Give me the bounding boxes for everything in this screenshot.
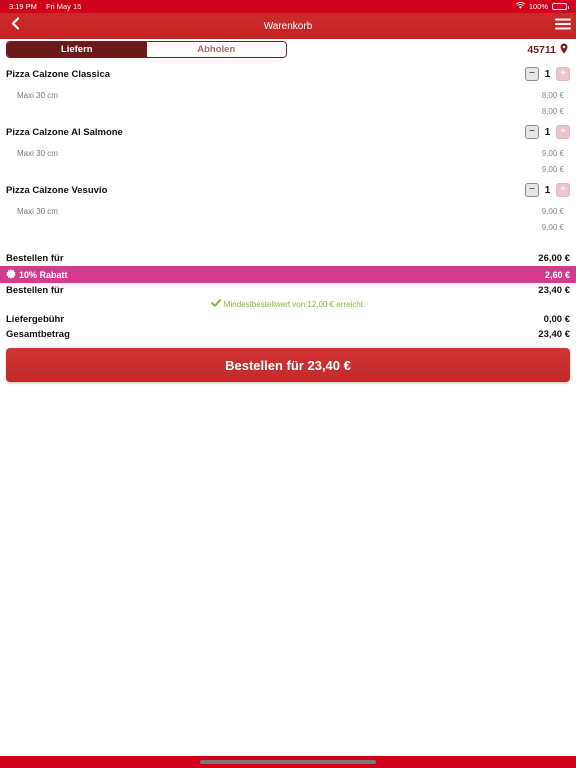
zip-code: 45711 — [527, 44, 556, 56]
discounted-subtotal-label: Bestellen für — [6, 285, 64, 296]
status-bar — [0, 0, 576, 13]
back-button[interactable] — [6, 17, 24, 35]
chevron-left-icon — [11, 17, 20, 35]
wifi-icon — [516, 2, 525, 11]
item-quantity: 1 — [544, 126, 551, 138]
increase-quantity-button[interactable] — [556, 125, 570, 139]
item-total-price: 9,00 € — [541, 165, 564, 174]
hamburger-icon — [555, 17, 571, 35]
status-date: Fri May 15 — [45, 2, 82, 11]
discounted-subtotal-row — [6, 285, 570, 296]
total-row — [6, 329, 570, 340]
discount-badge-icon — [6, 269, 16, 281]
discount-label: 10% Rabatt — [19, 269, 68, 280]
battery-percent: 100% — [528, 2, 548, 11]
delivery-fee-label: Liefergebühr — [6, 314, 65, 325]
item-size: Maxi 30 cm — [17, 91, 58, 100]
quantity-stepper — [525, 67, 570, 81]
delivery-toggle — [6, 41, 287, 58]
item-unit-price: 8,00 € — [541, 91, 564, 100]
plus-icon: + — [560, 184, 566, 195]
discount-value: 2,60 € — [544, 269, 570, 280]
item-name: Pizza Calzone Al Salmone — [6, 127, 123, 138]
subtotal-value: 26,00 € — [538, 253, 570, 264]
plus-icon: + — [560, 68, 566, 79]
home-indicator[interactable] — [200, 760, 376, 764]
zip-code-selector[interactable] — [527, 42, 568, 58]
location-pin-icon — [560, 43, 568, 57]
item-name: Pizza Calzone Vesuvio — [6, 185, 108, 196]
min-order-text: Mindestbestellwert von 12,00 € erreicht. — [223, 299, 366, 309]
delivery-fee-row — [6, 314, 570, 325]
subtotal-label: Bestellen für — [6, 253, 64, 264]
total-label: Gesamtbetrag — [6, 329, 70, 340]
subtotal-row — [6, 253, 570, 264]
minus-icon: − — [529, 68, 535, 79]
plus-icon: + — [560, 126, 566, 137]
increase-quantity-button[interactable] — [556, 67, 570, 81]
status-time: 3:19 PM — [9, 2, 37, 11]
minus-icon: − — [529, 184, 535, 195]
item-unit-price: 9,00 € — [541, 207, 564, 216]
item-quantity: 1 — [544, 184, 551, 196]
min-order-note — [0, 299, 576, 309]
page-title: Warenkorb — [263, 20, 313, 32]
decrease-quantity-button[interactable] — [525, 125, 539, 139]
item-size: Maxi 30 cm — [17, 207, 58, 216]
discount-row — [0, 266, 576, 283]
quantity-stepper — [525, 183, 570, 197]
decrease-quantity-button[interactable] — [525, 67, 539, 81]
item-unit-price: 9,00 € — [541, 149, 564, 158]
nav-bar — [0, 13, 576, 39]
item-quantity: 1 — [544, 68, 551, 80]
decrease-quantity-button[interactable] — [525, 183, 539, 197]
tab-liefern[interactable]: Liefern — [7, 42, 147, 57]
menu-button[interactable] — [554, 18, 571, 34]
item-size: Maxi 30 cm — [17, 149, 58, 158]
item-total-price: 9,00 € — [541, 223, 564, 232]
battery-icon — [552, 3, 567, 10]
place-order-button[interactable]: Bestellen für 23,40 € — [6, 348, 570, 382]
increase-quantity-button[interactable] — [556, 183, 570, 197]
minus-icon: − — [529, 126, 535, 137]
discounted-subtotal-value: 23,40 € — [538, 285, 570, 296]
item-total-price: 8,00 € — [541, 107, 564, 116]
total-value: 23,40 € — [538, 329, 570, 340]
quantity-stepper — [525, 125, 570, 139]
item-name: Pizza Calzone Classica — [6, 69, 111, 80]
delivery-fee-value: 0,00 € — [543, 314, 570, 325]
checkmark-icon — [211, 299, 221, 309]
tab-abholen[interactable]: Abholen — [147, 42, 287, 57]
